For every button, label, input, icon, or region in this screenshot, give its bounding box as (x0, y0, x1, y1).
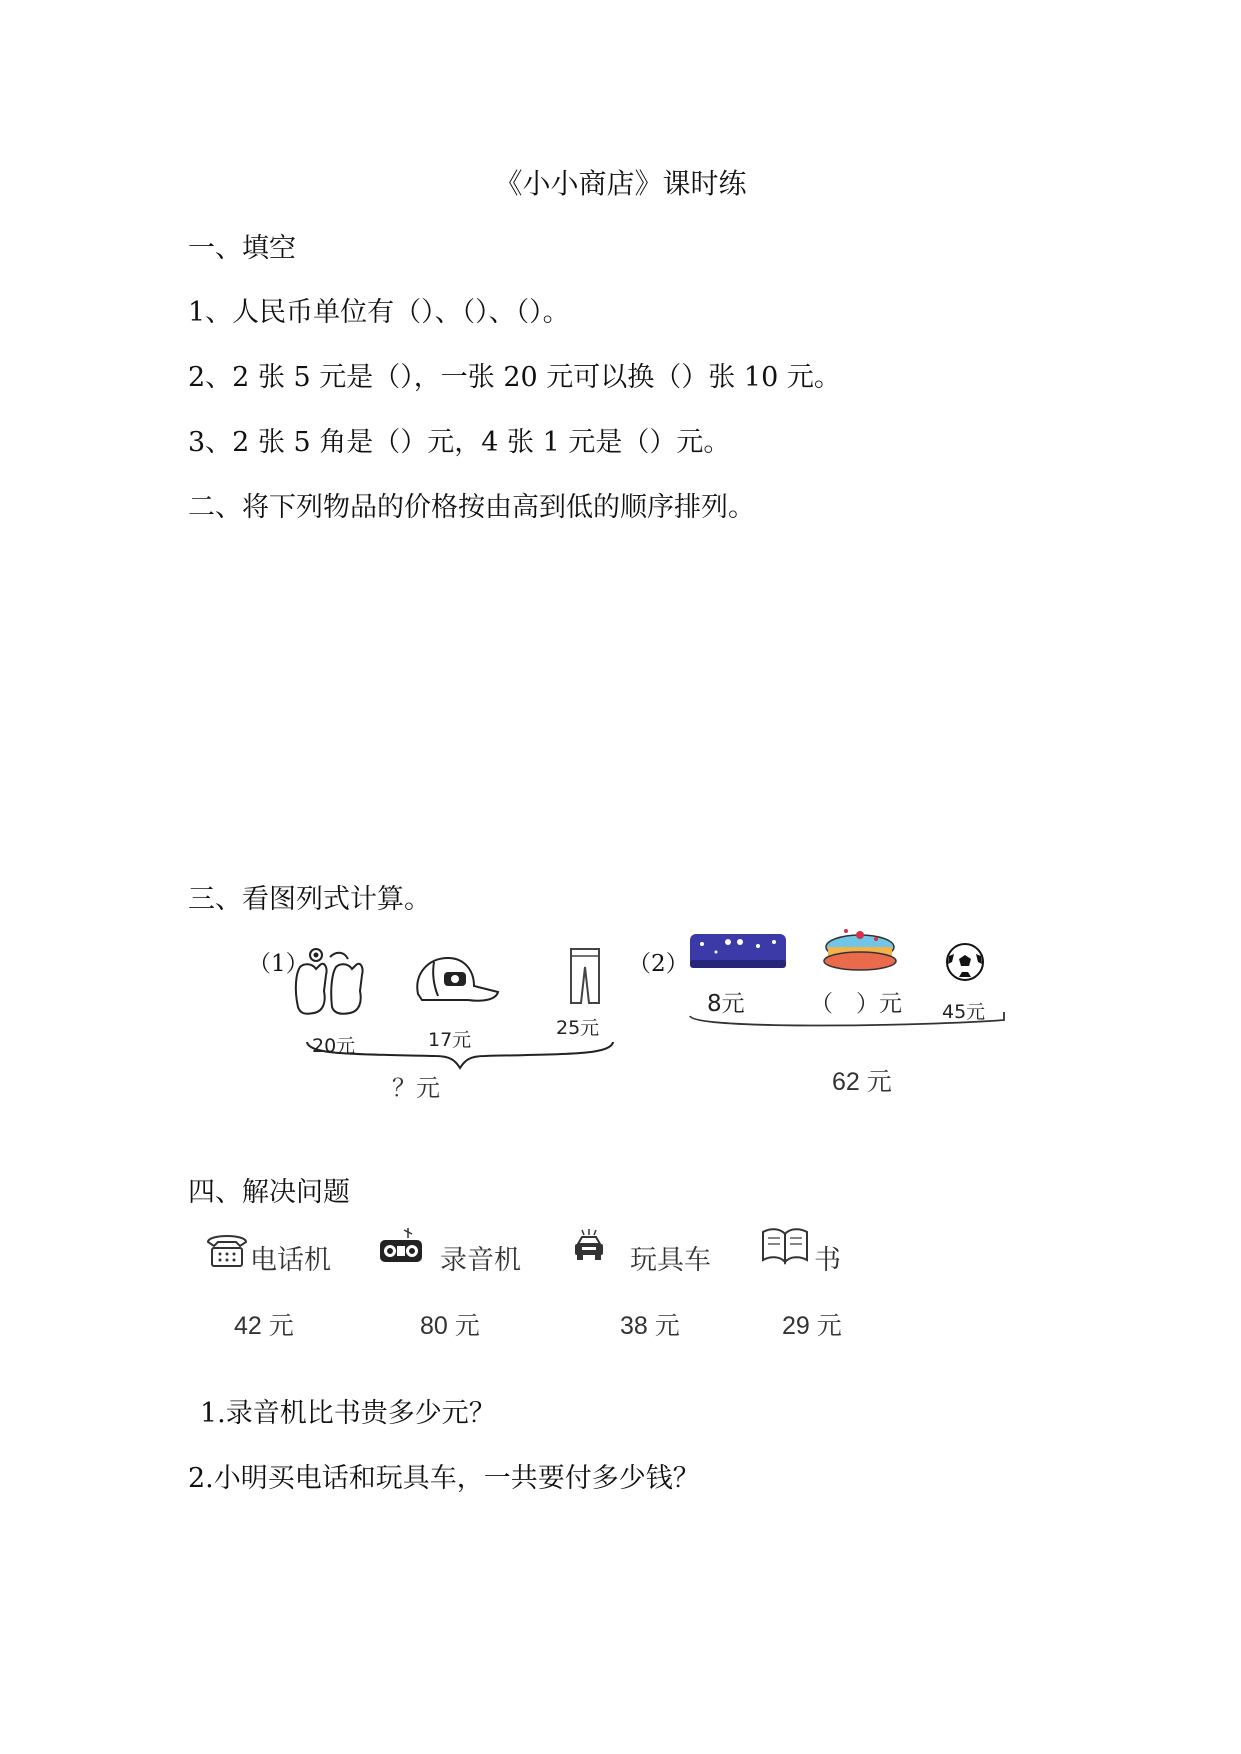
telephone-icon (206, 1232, 248, 1268)
item-3-price: 38 元 (620, 1312, 680, 1340)
item-4-name: 书 (814, 1245, 841, 1276)
question-4-2: 2.小明买电话和玩具车，一共要付多少钱？ (188, 1463, 700, 1494)
question-1-2: 2、2 张 5 元是（），一张 20 元可以换（）张 10 元。 (188, 362, 841, 393)
question-1-3: 3、2 张 5 角是（）元，4 张 1 元是（）元。 (188, 427, 731, 458)
figure-2-price-2: （ ）元 (810, 991, 902, 1017)
figure-1-brace (305, 1040, 615, 1070)
figure-2-price-3: 45元 (942, 1001, 986, 1023)
figure-2-price-1: 8元 (707, 991, 745, 1017)
cap-icon (412, 950, 502, 1010)
item-1-name: 电话机 (250, 1245, 331, 1276)
pencil-box-icon (688, 930, 788, 972)
item-4-price: 29 元 (782, 1312, 842, 1340)
section-1-heading: 一、填空 (188, 233, 296, 264)
section-2-heading: 二、将下列物品的价格按由高到低的顺序排列。 (188, 492, 755, 523)
question-1-1: 1、人民币单位有（）、（）、（）。 (188, 297, 570, 328)
figure-2-label: （2） (628, 951, 689, 977)
figure-1-price-1: 20元 (312, 1035, 356, 1057)
book-icon (760, 1226, 810, 1266)
figure-2-total: 62 元 (832, 1068, 892, 1096)
question-4-1: 1.录音机比书贵多少元？ (200, 1398, 496, 1429)
item-3-name: 玩具车 (630, 1245, 711, 1276)
cake-icon (822, 925, 898, 975)
trousers-icon (567, 947, 603, 1007)
radio-icon (378, 1226, 424, 1266)
page-title: 《小小商店》课时练 (494, 167, 747, 200)
figure-2-brace (688, 1010, 1006, 1040)
section-4-heading: 四、解决问题 (188, 1177, 350, 1208)
figure-1-label: （1） (248, 951, 309, 977)
item-2-name: 录音机 (440, 1245, 521, 1276)
toy-car-icon (572, 1228, 606, 1264)
figure-1-price-2: 17元 (428, 1029, 472, 1051)
item-2-price: 80 元 (420, 1312, 480, 1340)
item-1-price: 42 元 (234, 1312, 294, 1340)
section-3-heading: 三、看图列式计算。 (188, 884, 431, 915)
figure-1-price-3: 25元 (556, 1017, 600, 1039)
figure-1-total: ？元 (392, 1074, 440, 1102)
soccer-ball-icon (940, 942, 990, 982)
gloves-icon (290, 945, 370, 1025)
